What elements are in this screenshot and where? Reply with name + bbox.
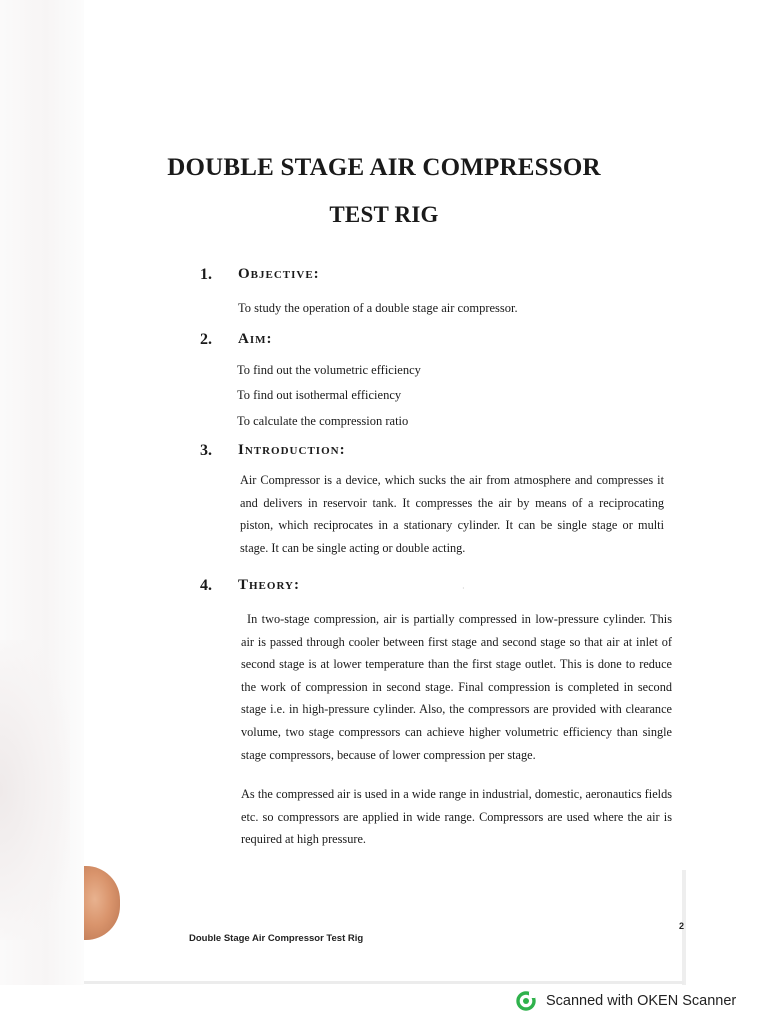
page-number: 2	[679, 921, 685, 931]
section-heading-objective: Objective:	[238, 266, 320, 282]
aim-item: To calculate the compression ratio	[237, 414, 409, 428]
section-heading-theory: Theory:	[238, 577, 300, 593]
scanner-watermark	[516, 990, 736, 1012]
section-heading-aim: Aim:	[238, 331, 273, 347]
document-title: DOUBLE STAGE AIR COMPRESSOR	[167, 154, 601, 181]
introduction-paragraph: Air Compressor is a device, which sucks the air from atmosphere and compresses it and delivers in reservoir tank. It compresses the air by means of a reciprocating piston, which reciprocates in a stationary cylinder. It can be single stage or multi stage. It can be single acting or double acting.	[240, 473, 664, 555]
theory-paragraph: As the compressed air is used in a wide range in industrial, domestic, aeronautics fields etc. so compressors are applied in wide range. Compressors are used where the air is required at high pressure.	[241, 787, 672, 847]
section-number: 1.	[200, 266, 212, 283]
aim-item: To find out the volumetric efficiency	[237, 363, 421, 377]
theory-paragraph: In two-stage compression, air is partially compressed in low-pressure cylinder. This air is passed through cooler between first stage and second stage so that air at inlet of second stage is at lower temperature than the first stage outlet. This is done to reduce the work of compression in second stage. Final compression is completed in second stage i.e. in high-pressure cylinder. Also, the compressors are provided with clearance volume, two stage compressors can achieve higher volumetric efficiency than single stage compressors, because of lower compression per stage.	[241, 612, 672, 762]
objective-text: To study the operation of a double stage air compressor.	[238, 301, 518, 315]
section-number: 3.	[200, 442, 212, 459]
section-heading-introduction: Introduction:	[238, 442, 346, 458]
scan-page-bottom-edge	[84, 981, 684, 984]
scanner-label: Scanned with OKEN Scanner	[546, 993, 737, 1009]
page-footer: Double Stage Air Compressor Test Rig	[189, 933, 364, 944]
document-subtitle: TEST RIG	[329, 202, 439, 227]
aim-item: To find out isothermal efficiency	[237, 388, 402, 402]
oken-scanner-logo-icon	[516, 991, 536, 1011]
scan-shadow	[0, 640, 70, 940]
section-number: 2.	[200, 331, 212, 348]
finger-photo	[84, 866, 120, 940]
section-number: 4.	[200, 577, 212, 594]
scan-speck: ·	[462, 584, 465, 593]
